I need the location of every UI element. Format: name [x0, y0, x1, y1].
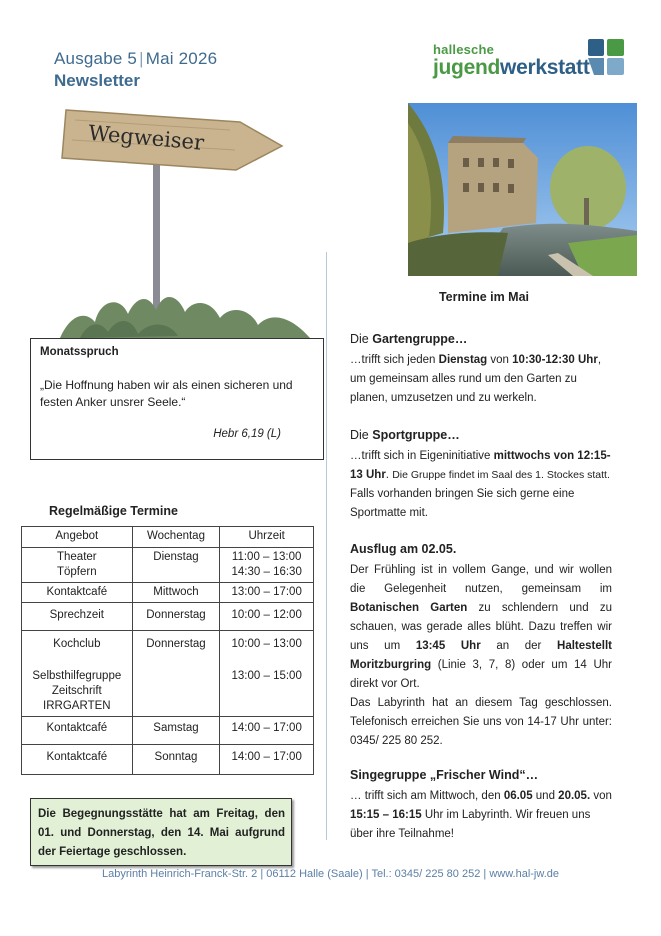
issue-date: Mai 2026 [145, 49, 218, 68]
column-header-offer: Angebot [22, 527, 133, 548]
table-row [22, 717, 314, 745]
garden-group-heading: Gartengruppe… [372, 332, 468, 346]
time-cell: 10:00 – 13:00 13:00 – 15:00 [220, 631, 314, 717]
choir-text: … trifft sich am Mittwoch, den 06.05 und 20.05. von 15:15 – 16:15 Uhr im Labyrinth. Wir freuen uns über ihre Teilnahme! [350, 790, 612, 840]
weekday-cell: Dienstag [132, 548, 220, 583]
time-cell: 11:00 – 13:00 14:30 – 16:30 [220, 548, 314, 583]
logo-word-blue: werkstatt [500, 56, 590, 79]
excursion-closed-text: Das Labyrinth hat an diesem Tag geschlossen. Telefonisch erreichen Sie uns von 14-17 Uhr unter: 0345/ 225 80 252. [350, 697, 612, 747]
column-header-weekday: Wochentag [132, 527, 220, 548]
monatsspruch-title: Monatsspruch [40, 346, 119, 358]
table-header-row [22, 527, 314, 548]
monatsspruch-quote: „Die Hoffnung haben wir als einen sicheren und festen Anker unsrer Seele.“ [40, 378, 293, 409]
monatsspruch-reference: Hebr 6,19 (L) [213, 428, 281, 440]
newsletter-title: Newsletter [54, 71, 140, 90]
signpost-illustration [60, 100, 310, 338]
offer-cell: Sprechzeit [22, 603, 133, 631]
weekday-cell: Donnerstag [132, 631, 220, 717]
issue-separator: | [139, 49, 144, 68]
offer-cell: Theater Töpfern [22, 548, 133, 583]
weekday-cell: Mittwoch [132, 583, 220, 603]
offer-cell: Kochclub Selbsthilfegruppe Zeitschrift IRRGARTEN [22, 631, 133, 717]
sport-group-section: Die Sportgruppe… …trifft sich in Eigeninitiative mittwochs von 12:15-13 Uhr. Die Gruppe findet im Saal des 1. Stockes statt. Falls vorhanden bringen Sie sich gerne eine Sportmatte mit. [350, 426, 612, 523]
logo-mark-icon [586, 37, 626, 77]
footer-address: Labyrinth Heinrich-Franck-Str. 2 [101, 868, 258, 880]
time-cell: 14:00 – 17:00 [220, 717, 314, 745]
weekday-cell: Samstag [132, 717, 220, 745]
choir-heading: Singegruppe „Frischer Wind“… [350, 768, 539, 782]
table-row [22, 631, 314, 717]
offer-cell: Kontaktcafé [22, 717, 133, 745]
time-cell: 10:00 – 12:00 [220, 603, 314, 631]
regular-dates-table [21, 526, 314, 775]
excursion-text: Der Frühling ist in vollem Gange, und wir wollen die Gelegenheit nutzen, gemeinsam im Botanischen Garten zu schlendern und zu schauen, was gerade alles blüht. Dazu treffen wir uns um 13:45 Uhr an der Haltestellt Moritzburgring (Linie 3, 7, 8) oder um 14 Uhr direkt vor Ort. [350, 564, 612, 690]
footer: Labyrinth Heinrich-Franck-Str. 2 | 06112 Halle (Saale) | Tel.: 0345/ 225 80 252 | www.hal-jw.de [101, 868, 560, 880]
events-heading: Termine im Mai [438, 290, 530, 304]
issue-label: Ausgabe 5 [54, 49, 138, 68]
column-header-time: Uhrzeit [220, 527, 314, 548]
time-cell: 14:00 – 17:00 [220, 745, 314, 775]
issue-line [54, 49, 217, 69]
weekday-cell: Sonntag [132, 745, 220, 775]
time-cell: 13:00 – 17:00 [220, 583, 314, 603]
offer-cell: Kontaktcafé [22, 583, 133, 603]
table-row [22, 548, 314, 583]
logo-word-green: jugend [433, 56, 501, 79]
choir-section [350, 766, 612, 844]
sport-group-text: …trifft sich in Eigeninitiative mittwochs von 12:15-13 Uhr. Die Gruppe findet im Saal des 1. Stockes statt. Falls vorhanden bringen Sie sich gerne eine Sportmatte mit. [350, 450, 611, 519]
footer-website: www.hal-jw.de [489, 868, 560, 880]
sign-text: Wegweiser [87, 120, 206, 155]
footer-city: 06112 Halle (Saale) [266, 868, 363, 880]
logo-line1: hallesche [433, 42, 495, 57]
offer-cell: Kontaktcafé [22, 745, 133, 775]
table-row [22, 583, 314, 603]
excursion-section [350, 540, 612, 751]
table-row [22, 745, 314, 775]
logo-wordmark [433, 56, 590, 80]
column-divider [326, 252, 327, 840]
weekday-cell: Donnerstag [132, 603, 220, 631]
excursion-heading: Ausflug am 02.05. [350, 542, 457, 556]
holiday-closure-notice: Die Begegnungsstätte hat am Freitag, den 01. und Donnerstag, den 14. Mai aufgrund der Feiertage geschlossen. [30, 798, 292, 866]
river-photo [408, 103, 637, 276]
garden-group-section: Die Gartengruppe… …trifft sich jeden Dienstag von 10:30-12:30 Uhr, um gemeinsam alles rund um den Garten zu planen, umzusetzen und zu werkeln. [350, 330, 612, 408]
table-row [22, 603, 314, 631]
monatsspruch-box [30, 338, 324, 460]
sport-group-heading: Sportgruppe… [372, 428, 460, 442]
footer-phone: Tel.: 0345/ 225 80 252 [371, 868, 481, 880]
garden-group-text: …trifft sich jeden Dienstag von 10:30-12:30 Uhr, um gemeinsam alles rund um den Garten zu planen, umzusetzen und zu werkeln. [350, 354, 602, 404]
regular-dates-title: Regelmäßige Termine [49, 504, 178, 518]
